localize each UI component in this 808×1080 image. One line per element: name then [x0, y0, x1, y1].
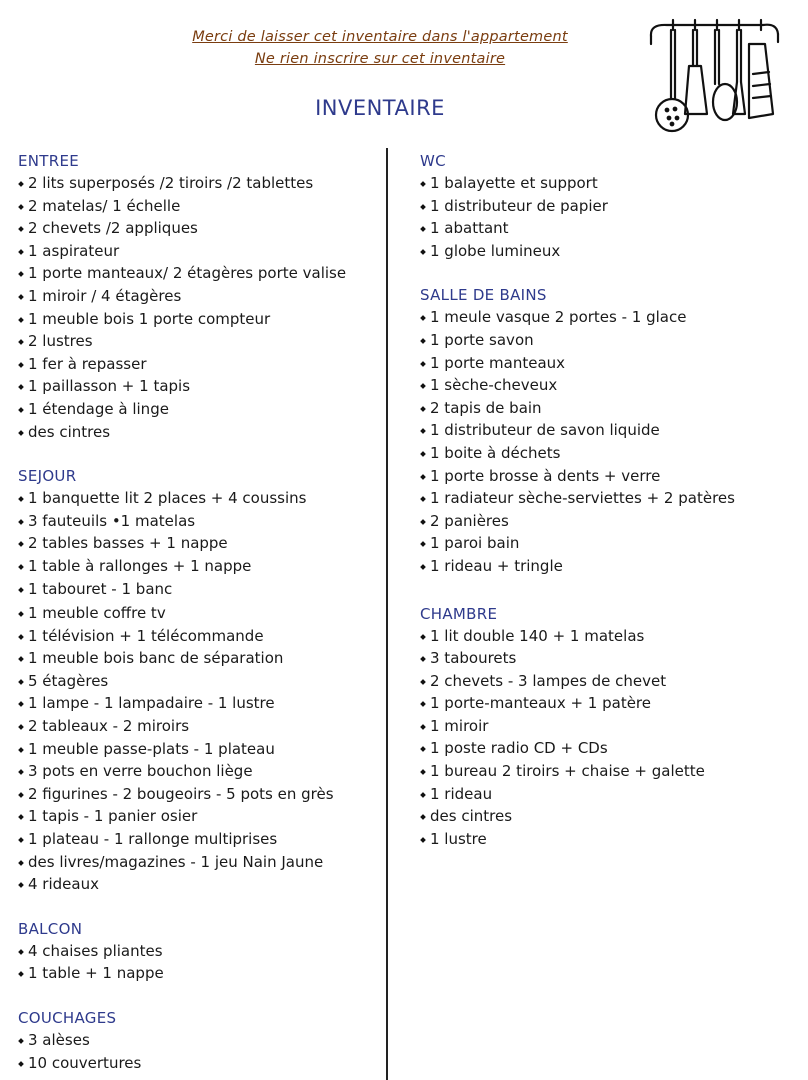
list-item: 1 meuble passe-plats - 1 plateau: [18, 738, 378, 761]
list-item: 1 table à rallonges + 1 nappe: [18, 555, 378, 578]
left-column: [18, 150, 378, 1074]
list-item: 1 paroi bain: [420, 532, 800, 555]
list-item: 1 meuble bois banc de séparation: [18, 647, 378, 670]
list-item: 1 banquette lit 2 places + 4 coussins: [18, 487, 378, 510]
list-item: 2 lustres: [18, 330, 378, 353]
chambre-list: [420, 625, 800, 851]
list-item: 4 chaises pliantes: [18, 940, 378, 963]
list-item: 2 figurines - 2 bougeoirs - 5 pots en grès: [18, 783, 378, 806]
list-item: 2 matelas/ 1 échelle: [18, 195, 378, 218]
section-title-salle-de-bains: SALLE DE BAINS: [420, 286, 547, 305]
sejour-list: [18, 487, 378, 896]
notice-leave-inventory: Merci de laisser cet inventaire dans l'appartement: [192, 29, 568, 45]
list-item: 2 panières: [420, 510, 800, 533]
list-item: 1 porte manteaux/ 2 étagères porte valise: [18, 262, 378, 285]
list-item: 1 tabouret - 1 banc: [18, 578, 378, 601]
list-item: des cintres: [420, 805, 800, 828]
list-item: 1 meuble coffre tv: [18, 602, 378, 625]
list-item: 1 distributeur de papier: [420, 195, 800, 218]
list-item: 1 meuble bois 1 porte compteur: [18, 308, 378, 331]
list-item: 2 chevets - 3 lampes de chevet: [420, 670, 800, 693]
list-item: 5 étagères: [18, 670, 378, 693]
list-item: 1 distributeur de savon liquide: [420, 419, 800, 442]
wc-list: [420, 172, 800, 262]
list-item: 1 miroir: [420, 715, 800, 738]
list-item: 2 lits superposés /2 tiroirs /2 tablettes: [18, 172, 378, 195]
entree-list: [18, 172, 378, 443]
list-item: 1 lampe - 1 lampadaire - 1 lustre: [18, 692, 378, 715]
section-title-chambre: CHAMBRE: [420, 604, 498, 623]
list-item: 1 radiateur sèche-serviettes + 2 patères: [420, 487, 800, 510]
list-item: 1 rideau + tringle: [420, 555, 800, 578]
list-item: 1 rideau: [420, 783, 800, 806]
list-item: 1 abattant: [420, 217, 800, 240]
list-item: 3 tabourets: [420, 647, 800, 670]
list-item: 1 lit double 140 + 1 matelas: [420, 625, 800, 648]
list-item: 1 porte-manteaux + 1 patère: [420, 692, 800, 715]
list-item: des cintres: [18, 421, 378, 444]
list-item: 1 étendage à linge: [18, 398, 378, 421]
list-item: 2 tapis de bain: [420, 397, 800, 420]
list-item: 2 tableaux - 2 miroirs: [18, 715, 378, 738]
page-title: INVENTAIRE: [315, 96, 445, 120]
section-title-entree: ENTREE: [18, 152, 80, 170]
list-item: 1 bureau 2 tiroirs + chaise + galette: [420, 760, 800, 783]
list-item: 1 table + 1 nappe: [18, 962, 378, 985]
list-item: 2 tables basses + 1 nappe: [18, 532, 378, 555]
list-item: 3 pots en verre bouchon liège: [18, 760, 378, 783]
column-divider: [386, 148, 388, 1080]
list-item: 1 porte brosse à dents + verre: [420, 465, 800, 488]
list-item: 1 globe lumineux: [420, 240, 800, 263]
list-item: 10 couvertures: [18, 1052, 378, 1075]
section-title-wc: WC: [420, 152, 446, 170]
right-column: [420, 150, 800, 850]
list-item: 2 chevets /2 appliques: [18, 217, 378, 240]
section-title-sejour: SEJOUR: [18, 467, 77, 486]
list-item: 1 porte manteaux: [420, 352, 800, 375]
list-item: 1 paillasson + 1 tapis: [18, 375, 378, 398]
list-item: 1 poste radio CD + CDs: [420, 737, 800, 760]
balcon-list: [18, 940, 378, 985]
list-item: 1 télévision + 1 télécommande: [18, 625, 378, 648]
list-item: 1 aspirateur: [18, 240, 378, 263]
list-item: 3 alèses: [18, 1029, 378, 1052]
list-item: 1 boite à déchets: [420, 442, 800, 465]
list-item: 1 lustre: [420, 828, 800, 851]
list-item: 1 plateau - 1 rallonge multiprises: [18, 828, 378, 851]
list-item: 1 sèche-cheveux: [420, 374, 800, 397]
list-item: 1 miroir / 4 étagères: [18, 285, 378, 308]
list-item: 1 fer à repasser: [18, 353, 378, 376]
list-item: 3 fauteuils •1 matelas: [18, 510, 378, 533]
list-item: 4 rideaux: [18, 873, 378, 896]
section-title-couchages: COUCHAGES: [18, 1009, 117, 1027]
list-item: des livres/magazines - 1 jeu Nain Jaune: [18, 851, 378, 874]
list-item: 1 tapis - 1 panier osier: [18, 805, 378, 828]
couchages-list: [18, 1029, 378, 1074]
list-item: 1 balayette et support: [420, 172, 800, 195]
salle-de-bains-list: [420, 306, 800, 577]
section-title-balcon: BALCON: [18, 919, 83, 938]
list-item: 1 meule vasque 2 portes - 1 glace: [420, 306, 800, 329]
list-item: 1 porte savon: [420, 329, 800, 352]
kitchen-utensils-icon: [645, 14, 785, 139]
notice-do-not-write: Ne rien inscrire sur cet inventaire: [254, 51, 506, 67]
